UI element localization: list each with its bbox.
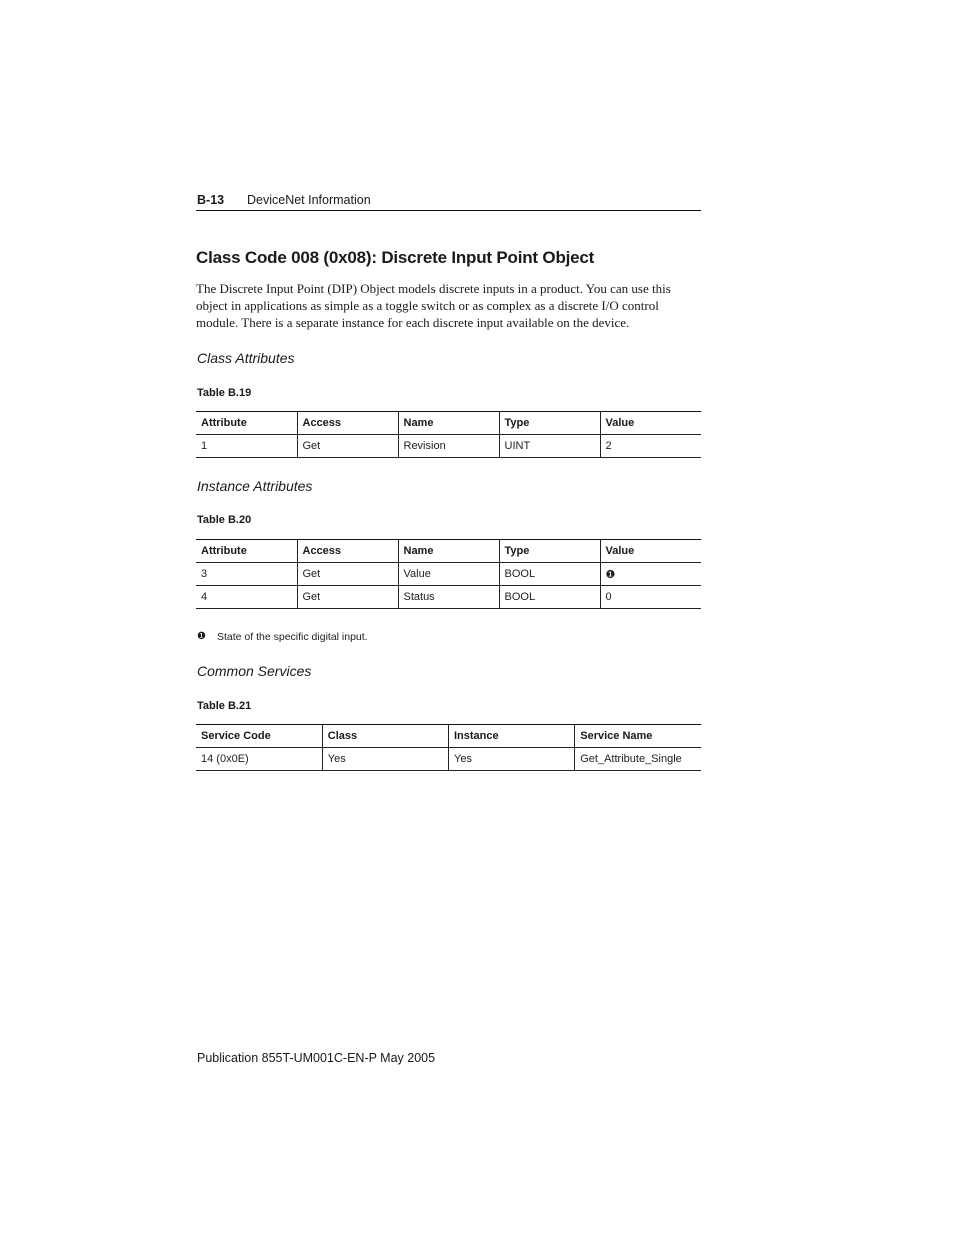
- table-cell: Status: [398, 586, 499, 609]
- instance-attributes-table: [196, 539, 701, 609]
- column-header: Type: [499, 540, 600, 563]
- table-header-row: [196, 725, 701, 748]
- table-row: [196, 586, 701, 609]
- column-header: Attribute: [196, 412, 297, 435]
- intro-line: object in applications as simple as a toggle switch or as complex as a discrete I/O control: [196, 298, 659, 314]
- common-services-table: [196, 724, 701, 771]
- table-b20-caption: Table B.20: [197, 514, 252, 526]
- table-cell: 3: [196, 563, 297, 586]
- column-header: Value: [600, 412, 701, 435]
- page-number: B-13: [197, 193, 225, 207]
- table-b21-caption: Table B.21: [197, 700, 252, 712]
- column-header: Attribute: [196, 540, 297, 563]
- column-header: Access: [297, 412, 398, 435]
- column-header: Type: [499, 412, 600, 435]
- footnote-text: State of the specific digital input.: [217, 631, 368, 643]
- table-cell: 14 (0x0E): [196, 748, 322, 771]
- table-cell: Get_Attribute_Single: [575, 748, 701, 771]
- common-services-subheading: Common Services: [197, 663, 312, 679]
- instance-attributes-subheading: Instance Attributes: [197, 478, 313, 494]
- table-cell: Yes: [449, 748, 575, 771]
- table-header-row: [196, 540, 701, 563]
- class-attributes-table: [196, 411, 701, 458]
- table-cell: 2: [600, 435, 701, 458]
- column-header: Name: [398, 540, 499, 563]
- table-b19-caption: Table B.19: [197, 387, 252, 399]
- column-header: Name: [398, 412, 499, 435]
- column-header: Service Name: [575, 725, 701, 748]
- column-header: Value: [600, 540, 701, 563]
- table-cell: BOOL: [499, 563, 600, 586]
- table-cell: Revision: [398, 435, 499, 458]
- column-header: Class: [322, 725, 448, 748]
- footnote-ref-cell: ❶: [600, 563, 701, 586]
- table-row: [196, 435, 701, 458]
- table-cell: Get: [297, 586, 398, 609]
- table-header-row: [196, 412, 701, 435]
- section-heading: Class Code 008 (0x08): Discrete Input Point Object: [196, 248, 595, 267]
- table-cell: Get: [297, 563, 398, 586]
- intro-paragraph: [196, 280, 704, 332]
- table-cell: Value: [398, 563, 499, 586]
- table-row: [196, 748, 701, 771]
- publication-footer: Publication 855T-UM001C-EN-P May 2005: [197, 1051, 436, 1065]
- footnote-marker: ❶: [197, 631, 206, 642]
- column-header: Instance: [449, 725, 575, 748]
- column-header: Access: [297, 540, 398, 563]
- table-cell: 0: [600, 586, 701, 609]
- table-cell: UINT: [499, 435, 600, 458]
- running-header-title: DeviceNet Information: [247, 193, 371, 207]
- intro-line: module. There is a separate instance for each discrete input available on the device.: [196, 315, 630, 331]
- table-cell: Yes: [322, 748, 448, 771]
- table-cell: BOOL: [499, 586, 600, 609]
- table-cell: Get: [297, 435, 398, 458]
- header-rule: [196, 210, 701, 211]
- table-cell: 4: [196, 586, 297, 609]
- column-header: Service Code: [196, 725, 322, 748]
- table-row: [196, 563, 701, 586]
- intro-line: The Discrete Input Point (DIP) Object models discrete inputs in a product. You can use this: [196, 281, 671, 296]
- class-attributes-subheading: Class Attributes: [197, 350, 295, 366]
- table-cell: 1: [196, 435, 297, 458]
